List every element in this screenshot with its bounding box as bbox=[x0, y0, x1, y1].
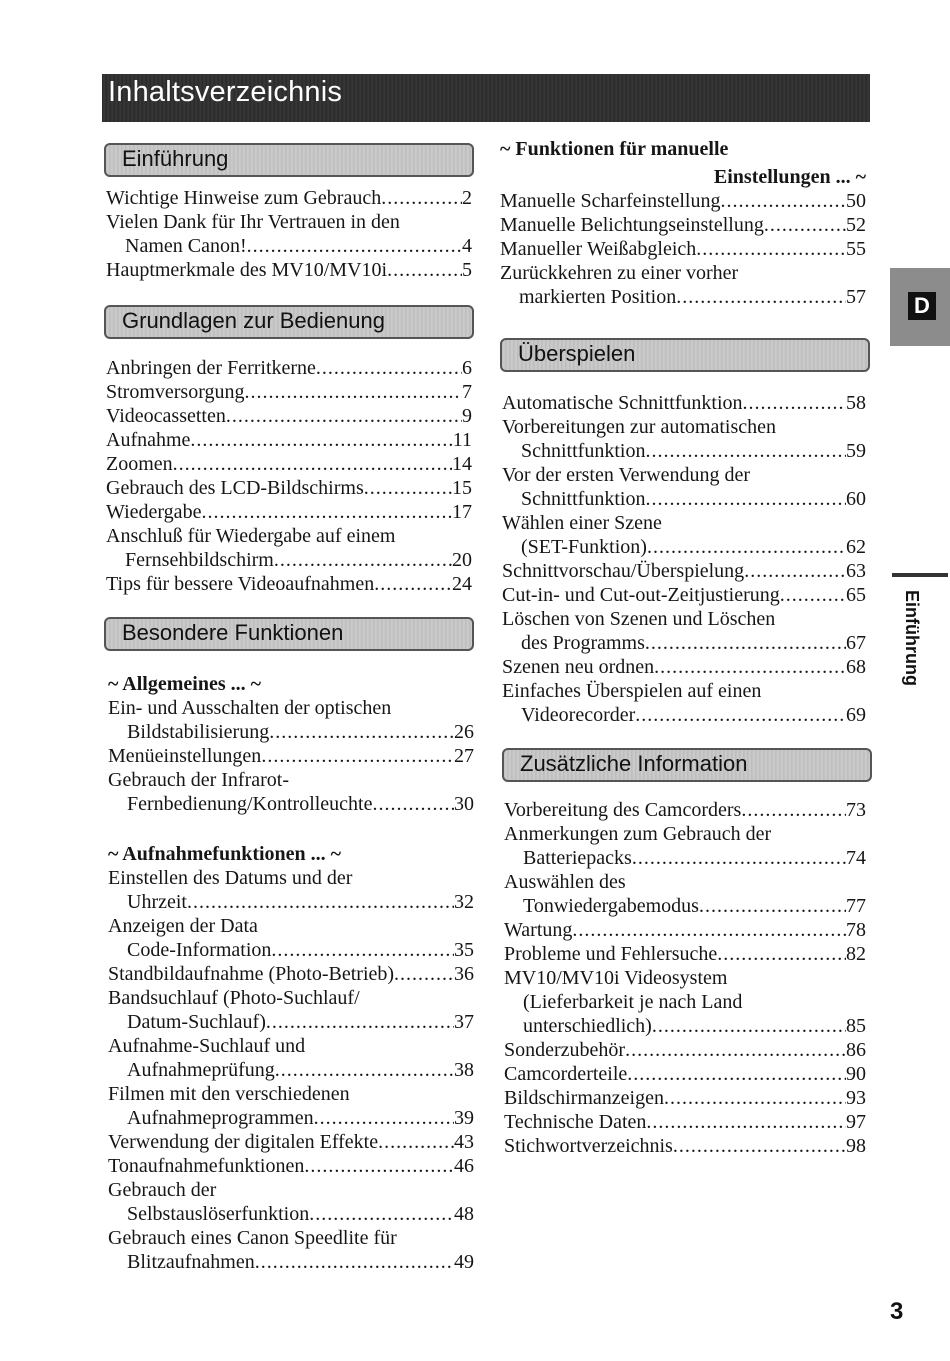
toc-page-number: 39 bbox=[454, 1107, 474, 1129]
toc-entry-text: Einfaches Überspielen auf einen bbox=[502, 680, 762, 702]
toc-entry bbox=[504, 798, 866, 822]
toc-entry-text: Anschluß für Wiedergabe auf einem bbox=[106, 525, 396, 547]
toc-leader-dots bbox=[304, 1154, 454, 1178]
toc-page-number: 27 bbox=[454, 745, 474, 767]
toc-entry-text: Fernbedienung/Kontrolleuchte bbox=[127, 793, 373, 815]
toc-leader-dots bbox=[364, 476, 452, 500]
toc-entry-text: Wählen einer Szene bbox=[502, 512, 662, 534]
toc-entry-text: Hauptmerkmale des MV10/MV10i bbox=[106, 259, 388, 281]
toc-entry-text: Anmerkungen zum Gebrauch der bbox=[504, 823, 772, 845]
toc-leader-dots bbox=[721, 189, 847, 213]
toc-entry bbox=[106, 380, 472, 404]
toc-entry-text: Aufnahmeprüfung bbox=[127, 1059, 275, 1081]
toc-entry-text: Fernsehbildschirm bbox=[125, 549, 274, 571]
page-title-bar bbox=[102, 74, 870, 122]
toc-leader-dots bbox=[764, 213, 846, 237]
toc-leader-dots bbox=[645, 439, 846, 463]
toc-entry-text: Standbildaufnahme (Photo-Betrieb) bbox=[108, 963, 395, 985]
toc-entry bbox=[502, 655, 866, 679]
toc-entry bbox=[504, 942, 866, 966]
chapter-side-label: Einführung bbox=[902, 590, 922, 686]
toc-leader-dots bbox=[676, 285, 846, 309]
toc-page-number: 7 bbox=[462, 381, 472, 403]
toc-entry bbox=[108, 1226, 474, 1274]
toc-entry-text: Bildschirmanzeigen bbox=[504, 1087, 664, 1109]
toc-entry-text: Einstellen des Datums und der bbox=[108, 867, 353, 889]
toc-entry bbox=[106, 404, 472, 428]
toc-page-number: 74 bbox=[846, 847, 866, 869]
toc-entry bbox=[108, 962, 474, 986]
toc-entry-text: Menüeinstellungen bbox=[108, 745, 262, 767]
toc-leader-dots bbox=[696, 237, 846, 261]
toc-entry-text: (Lieferbarkeit je nach Land bbox=[523, 991, 743, 1013]
toc-entry-text: (SET-Funktion) bbox=[521, 536, 647, 558]
toc-entry bbox=[108, 696, 474, 744]
toc-entry-text: Aufnahme bbox=[106, 429, 191, 451]
toc-leader-dots bbox=[645, 487, 846, 511]
toc-page-number: 46 bbox=[454, 1155, 474, 1177]
toc-page-number: 17 bbox=[452, 501, 472, 523]
toc-leader-dots bbox=[247, 234, 462, 258]
toc-page-number: 55 bbox=[846, 238, 866, 260]
toc-entry bbox=[504, 1038, 866, 1062]
toc-entry-text: Zurückkehren zu einer vorher bbox=[500, 262, 739, 284]
toc-entry bbox=[504, 1062, 866, 1086]
toc-leader-dots bbox=[201, 500, 452, 524]
toc-entry-text: MV10/MV10i Videosystem bbox=[504, 967, 728, 989]
toc-entry bbox=[502, 559, 866, 583]
toc-entry-text: Uhrzeit bbox=[127, 891, 187, 913]
toc-group-manuell bbox=[500, 137, 866, 309]
toc-leader-dots bbox=[316, 356, 462, 380]
toc-entry-text: Szenen neu ordnen bbox=[502, 656, 655, 678]
toc-entry bbox=[106, 356, 472, 380]
toc-page-number: 32 bbox=[454, 891, 474, 913]
toc-entry bbox=[106, 210, 472, 258]
subheading-allgemeines: ~ Allgemeines ... ~ bbox=[108, 673, 262, 695]
toc-leader-dots bbox=[381, 186, 462, 210]
toc-entry bbox=[108, 1130, 474, 1154]
toc-entry-text: Aufnahmeprogrammen bbox=[127, 1107, 314, 1129]
toc-leader-dots bbox=[645, 631, 846, 655]
toc-page-number: 77 bbox=[846, 895, 866, 917]
toc-entry bbox=[502, 511, 866, 559]
toc-entry bbox=[504, 870, 866, 918]
toc-page-number: 5 bbox=[462, 259, 472, 281]
toc-entry bbox=[500, 237, 866, 261]
toc-entry-text: Manuelle Scharfeinstellung bbox=[500, 190, 721, 212]
toc-entry-text: unterschiedlich) bbox=[523, 1015, 652, 1037]
toc-leader-dots bbox=[673, 1134, 846, 1158]
toc-entry-text: Anzeigen der Data bbox=[108, 915, 258, 937]
toc-leader-dots bbox=[271, 938, 454, 962]
toc-leader-dots bbox=[646, 1110, 846, 1134]
toc-page-number: 93 bbox=[846, 1087, 866, 1109]
chapter-tab bbox=[890, 268, 950, 346]
toc-leader-dots bbox=[378, 1130, 454, 1154]
toc-entry bbox=[504, 822, 866, 870]
toc-leader-dots bbox=[374, 572, 452, 596]
toc-entry-text: Vorbereitungen zur automatischen bbox=[502, 416, 776, 438]
toc-entry-text: Stichwortverzeichnis bbox=[504, 1135, 673, 1157]
toc-entry bbox=[106, 524, 472, 572]
toc-page-number: 2 bbox=[462, 187, 472, 209]
toc-page-number: 59 bbox=[846, 440, 866, 462]
toc-list-grundlagen bbox=[106, 356, 472, 596]
toc-leader-dots bbox=[173, 452, 452, 476]
toc-page-number: 58 bbox=[846, 392, 866, 414]
toc-entry-text: Vor der ersten Verwendung der bbox=[502, 464, 751, 486]
toc-entry-text: Gebrauch des LCD-Bildschirms bbox=[106, 477, 364, 499]
toc-entry bbox=[108, 768, 474, 816]
section-heading-zusaetzlich bbox=[502, 748, 872, 782]
toc-list-allgemeines bbox=[108, 696, 474, 816]
toc-leader-dots bbox=[743, 391, 846, 415]
toc-entry bbox=[502, 679, 866, 727]
toc-entry-text: Namen Canon! bbox=[125, 235, 247, 257]
toc-entry-text: Technische Daten bbox=[504, 1111, 647, 1133]
toc-page-number: 97 bbox=[846, 1111, 866, 1133]
toc-entry-text: Löschen von Szenen und Löschen bbox=[502, 608, 776, 630]
subheading-manuell-line-1: ~ Funktionen für manuelle bbox=[500, 138, 729, 160]
toc-entry bbox=[108, 1082, 474, 1130]
toc-leader-dots bbox=[245, 380, 462, 404]
page-number: 3 bbox=[890, 1298, 904, 1325]
toc-entry-text: Schnittfunktion bbox=[521, 440, 646, 462]
toc-page-number: 14 bbox=[452, 453, 472, 475]
toc-leader-dots bbox=[635, 703, 846, 727]
toc-page-number: 62 bbox=[846, 536, 866, 558]
toc-entry-text: Zoomen bbox=[106, 453, 173, 475]
toc-entry-text: Code-Information bbox=[127, 939, 272, 961]
toc-page-number: 15 bbox=[452, 477, 472, 499]
toc-entry bbox=[106, 500, 472, 524]
toc-entry bbox=[108, 914, 474, 962]
toc-entry-text: Filmen mit den verschiedenen bbox=[108, 1083, 350, 1105]
toc-page-number: 57 bbox=[846, 286, 866, 308]
toc-leader-dots bbox=[387, 258, 462, 282]
subheading-manuell-line-2: Einstellungen ... ~ bbox=[713, 166, 866, 188]
toc-entry bbox=[108, 744, 474, 768]
toc-entry bbox=[106, 428, 472, 452]
toc-entry bbox=[106, 258, 472, 282]
toc-page-number: 98 bbox=[846, 1135, 866, 1157]
toc-list-einfuehrung bbox=[106, 186, 472, 282]
toc-leader-dots bbox=[274, 548, 452, 572]
toc-page-number: 24 bbox=[452, 573, 472, 595]
toc-page-number: 50 bbox=[846, 190, 866, 212]
toc-entry bbox=[502, 415, 866, 463]
toc-entry-text: Aufnahme-Suchlauf und bbox=[108, 1035, 306, 1057]
toc-entry bbox=[106, 476, 472, 500]
toc-page-number: 52 bbox=[846, 214, 866, 236]
toc-entry-text: Tonaufnahmefunktionen bbox=[108, 1155, 305, 1177]
toc-page-number: 36 bbox=[454, 963, 474, 985]
toc-entry bbox=[502, 391, 866, 415]
toc-page-number: 63 bbox=[846, 560, 866, 582]
toc-leader-dots bbox=[261, 744, 454, 768]
toc-entry-text: Cut-in- und Cut-out-Zeitjustierung bbox=[502, 584, 780, 606]
toc-entry-text: Wiedergabe bbox=[106, 501, 202, 523]
toc-entry bbox=[106, 452, 472, 476]
toc-leader-dots bbox=[309, 1202, 454, 1226]
toc-leader-dots bbox=[187, 890, 454, 914]
toc-entry-text: Blitzaufnahmen bbox=[127, 1251, 255, 1273]
toc-page-number: 48 bbox=[454, 1203, 474, 1225]
toc-entry-text: Selbstauslöserfunktion bbox=[127, 1203, 310, 1225]
toc-page-number: 90 bbox=[846, 1063, 866, 1085]
toc-page-number: 69 bbox=[846, 704, 866, 726]
page-title: Inhaltsverzeichnis bbox=[108, 76, 343, 108]
subheading-aufnahmefunktionen: ~ Aufnahmefunktionen ... ~ bbox=[108, 843, 342, 865]
toc-entry-text: Schnittvorschau/Überspielung bbox=[502, 560, 745, 582]
toc-entry-text: Manuelle Belichtungseinstellung bbox=[500, 214, 764, 236]
toc-page-number: 73 bbox=[846, 799, 866, 821]
toc-leader-dots bbox=[226, 404, 462, 428]
chapter-tab-letter: D bbox=[908, 292, 936, 320]
section-heading-label: Besondere Funktionen bbox=[122, 620, 344, 645]
toc-entry bbox=[504, 966, 866, 1038]
chapter-divider bbox=[892, 573, 948, 577]
toc-leader-dots bbox=[190, 428, 452, 452]
section-heading-label: Zusätzliche Information bbox=[520, 751, 748, 776]
toc-leader-dots bbox=[373, 792, 455, 816]
toc-page-number: 6 bbox=[462, 357, 472, 379]
section-heading-label: Einführung bbox=[122, 146, 229, 171]
toc-entry-text: Vorbereitung des Camcorders bbox=[504, 799, 742, 821]
toc-entry bbox=[106, 572, 472, 596]
toc-entry-text: Auswählen des bbox=[504, 871, 626, 893]
toc-entry-text: Videorecorder bbox=[521, 704, 636, 726]
toc-page-number: 20 bbox=[452, 549, 472, 571]
toc-entry-text: Videocassetten bbox=[106, 405, 226, 427]
toc-leader-dots bbox=[394, 962, 454, 986]
toc-page-number: 67 bbox=[846, 632, 866, 654]
toc-entry-text: Tonwiedergabemodus bbox=[523, 895, 699, 917]
toc-leader-dots bbox=[269, 720, 454, 744]
toc-page-number: 35 bbox=[454, 939, 474, 961]
toc-list-zusaetzlich bbox=[504, 798, 866, 1158]
toc-group-allgemeines bbox=[108, 672, 474, 1274]
toc-entry bbox=[500, 189, 866, 213]
toc-page-number: 78 bbox=[846, 919, 866, 941]
toc-entry bbox=[502, 463, 866, 511]
toc-entry bbox=[106, 186, 472, 210]
section-heading-label: Überspielen bbox=[518, 341, 636, 366]
toc-page-number: 82 bbox=[846, 943, 866, 965]
toc-page-number: 30 bbox=[454, 793, 474, 815]
toc-entry-text: Gebrauch der bbox=[108, 1179, 217, 1201]
toc-entry-text: Gebrauch eines Canon Speedlite für bbox=[108, 1227, 397, 1249]
toc-page-number: 68 bbox=[846, 656, 866, 678]
toc-entry bbox=[108, 986, 474, 1034]
toc-entry-text: markierten Position bbox=[519, 286, 677, 308]
toc-leader-dots bbox=[632, 846, 846, 870]
section-heading-einfuehrung bbox=[104, 143, 474, 177]
toc-entry-text: Sonderzubehör bbox=[504, 1039, 626, 1061]
section-heading-besondere bbox=[104, 617, 474, 651]
toc-entry bbox=[504, 1086, 866, 1110]
toc-entry bbox=[108, 1178, 474, 1226]
toc-page-number: 43 bbox=[454, 1131, 474, 1153]
toc-leader-dots bbox=[314, 1106, 454, 1130]
toc-page-number: 37 bbox=[454, 1011, 474, 1033]
toc-entry bbox=[502, 607, 866, 655]
toc-entry-text: Wichtige Hinweise zum Gebrauch bbox=[106, 187, 382, 209]
toc-leader-dots bbox=[647, 535, 846, 559]
toc-leader-dots bbox=[780, 583, 846, 607]
toc-page-number: 11 bbox=[452, 429, 472, 451]
toc-entry-text: Batteriepacks bbox=[523, 847, 632, 869]
toc-entry-text: Camcorderteile bbox=[504, 1063, 628, 1085]
toc-entry-text: Anbringen der Ferritkerne bbox=[106, 357, 316, 379]
section-heading-grundlagen bbox=[104, 305, 474, 339]
toc-entry-text: Gebrauch der Infrarot- bbox=[108, 769, 290, 791]
toc-page-number: 4 bbox=[462, 235, 472, 257]
toc-entry-text: Wartung bbox=[504, 919, 573, 941]
toc-page-number: 9 bbox=[462, 405, 472, 427]
toc-leader-dots bbox=[699, 894, 846, 918]
toc-entry-text: Vielen Dank für Ihr Vertrauen in den bbox=[106, 211, 400, 233]
toc-entry bbox=[504, 1110, 866, 1134]
toc-leader-dots bbox=[652, 1014, 846, 1038]
toc-leader-dots bbox=[625, 1038, 846, 1062]
toc-entry-text: des Programms bbox=[521, 632, 645, 654]
toc-leader-dots bbox=[744, 559, 846, 583]
toc-list-ueberspielen bbox=[502, 391, 866, 727]
toc-entry-text: Bandsuchlauf (Photo-Suchlauf/ bbox=[108, 987, 360, 1009]
toc-entry-text: Manueller Weißabgleich bbox=[500, 238, 697, 260]
toc-leader-dots bbox=[627, 1062, 846, 1086]
toc-page-number: 38 bbox=[454, 1059, 474, 1081]
toc-page-number: 49 bbox=[454, 1251, 474, 1273]
toc-entry-text: Bildstabilisierung bbox=[127, 721, 270, 743]
toc-leader-dots bbox=[275, 1058, 454, 1082]
toc-leader-dots bbox=[741, 798, 846, 822]
toc-entry-text: Stromversorgung bbox=[106, 381, 245, 403]
toc-entry-text: Automatische Schnittfunktion bbox=[502, 392, 743, 414]
toc-leader-dots bbox=[664, 1086, 846, 1110]
toc-entry bbox=[502, 583, 866, 607]
toc-page-number: 86 bbox=[846, 1039, 866, 1061]
toc-leader-dots bbox=[572, 918, 846, 942]
section-heading-ueberspielen bbox=[500, 338, 870, 372]
toc-entry-text: Ein- und Ausschalten der optischen bbox=[108, 697, 392, 719]
section-heading-label: Grundlagen zur Bedienung bbox=[122, 308, 385, 333]
toc-list-manuell bbox=[500, 189, 866, 309]
toc-entry-text: Probleme und Fehlersuche bbox=[504, 943, 718, 965]
toc-entry bbox=[504, 1134, 866, 1158]
toc-entry bbox=[500, 261, 866, 309]
toc-page-number: 65 bbox=[846, 584, 866, 606]
toc-page-number: 60 bbox=[846, 488, 866, 510]
toc-page-number: 85 bbox=[846, 1015, 866, 1037]
toc-leader-dots bbox=[654, 655, 846, 679]
toc-entry-text: Verwendung der digitalen Effekte bbox=[108, 1131, 379, 1153]
toc-entry bbox=[504, 918, 866, 942]
toc-entry bbox=[108, 866, 474, 914]
toc-entry-text: Datum-Suchlauf) bbox=[127, 1011, 266, 1033]
toc-page-number: 26 bbox=[454, 721, 474, 743]
toc-entry-text: Tips für bessere Videoaufnahmen bbox=[106, 573, 375, 595]
toc-entry bbox=[500, 213, 866, 237]
toc-leader-dots bbox=[266, 1010, 454, 1034]
toc-list-aufnahmefunktionen bbox=[108, 866, 474, 1274]
toc-entry bbox=[108, 1154, 474, 1178]
toc-entry-text: Schnittfunktion bbox=[521, 488, 646, 510]
toc-leader-dots bbox=[255, 1250, 454, 1274]
toc-leader-dots bbox=[717, 942, 846, 966]
toc-entry bbox=[108, 1034, 474, 1082]
